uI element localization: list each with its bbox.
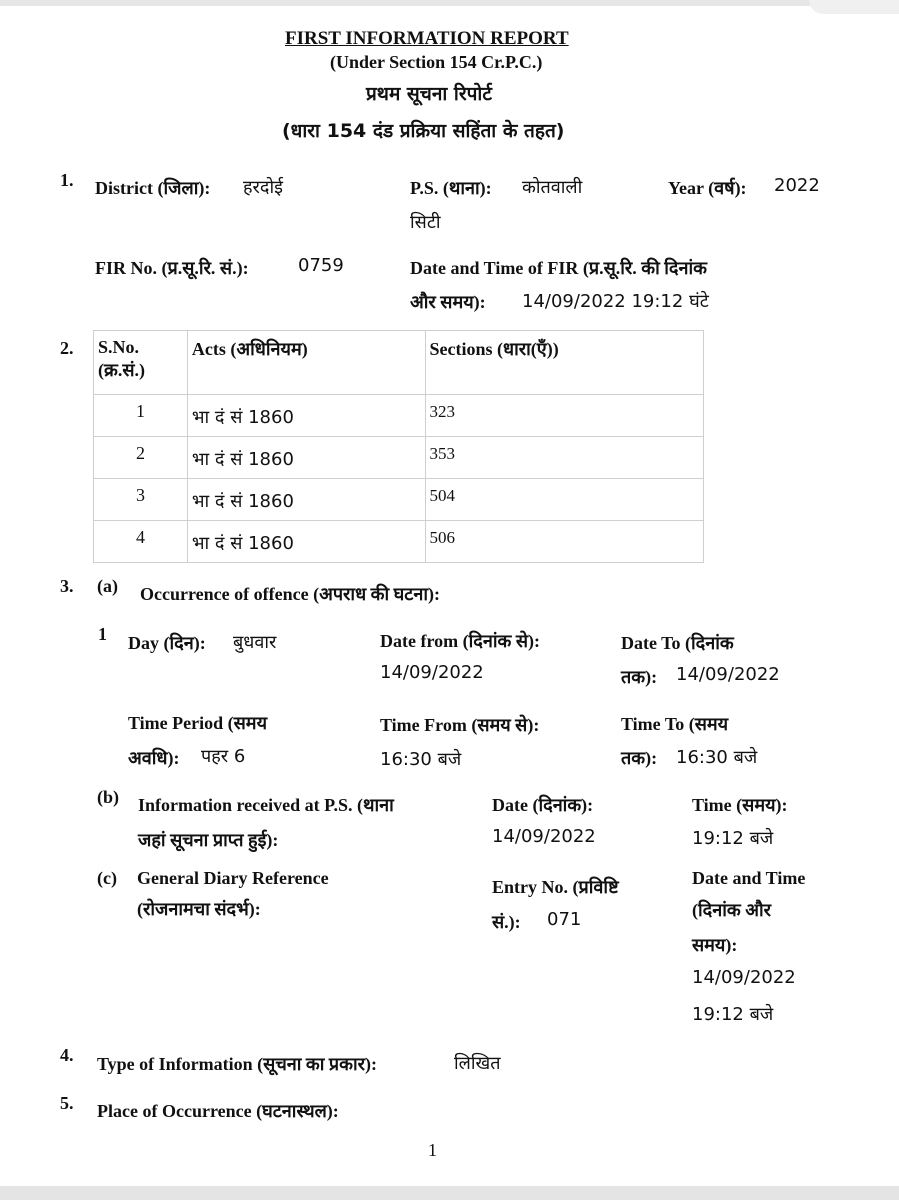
section-4-number: 4. bbox=[60, 1045, 74, 1065]
day-label: Day (दिन): bbox=[128, 633, 206, 653]
table-row bbox=[94, 479, 704, 521]
section-5-number: 5. bbox=[60, 1093, 74, 1113]
date-to-value: 14/09/2022 bbox=[676, 664, 780, 685]
entry-no-label-line2: सं.): bbox=[492, 912, 521, 932]
cell-act bbox=[187, 479, 425, 521]
section-1-number: 1. bbox=[60, 170, 74, 190]
cell-section-text: 323 bbox=[429, 402, 455, 421]
page-curl bbox=[809, 0, 899, 14]
acts-sections-table bbox=[93, 330, 704, 563]
fir-datetime-label-line2: और समय): bbox=[410, 292, 486, 312]
date-to-label-line2: तक): bbox=[621, 667, 658, 687]
header-sections bbox=[425, 331, 704, 395]
gd-datetime-label-line2: (दिनांक और bbox=[692, 900, 771, 920]
ps-label: P.S. (थाना): bbox=[410, 178, 492, 198]
info-date-value: 14/09/2022 bbox=[492, 826, 596, 847]
occurrence-item-number: 1 bbox=[98, 624, 107, 644]
cell-act-text: भा दं सं 1860 bbox=[191, 407, 294, 428]
report-subtitle-hindi: (धारा 154 दंड प्रक्रिया सहिंता के तहत) bbox=[282, 120, 565, 142]
header-sno-hi: (क्र.सं.) bbox=[98, 360, 145, 380]
district-value: हरदोई bbox=[243, 177, 283, 198]
cell-sno: 1 bbox=[94, 395, 188, 437]
report-title-hindi: प्रथम सूचना रिपोर्ट bbox=[366, 83, 492, 105]
cell-section bbox=[425, 521, 704, 563]
fir-label: FIR No. (प्र.सू.रि. सं.): bbox=[95, 258, 249, 278]
district-label: District (जिला): bbox=[95, 178, 211, 198]
occurrence-label: Occurrence of offence (अपराध की घटना): bbox=[140, 584, 440, 604]
time-from-value: 16:30 बजे bbox=[380, 749, 462, 770]
header-sno-en: S.No. bbox=[98, 337, 140, 357]
gd-datetime-time: 19:12 बजे bbox=[692, 1004, 774, 1025]
fir-datetime-label-line1: Date and Time of FIR (प्र.सू.रि. की दिनांक bbox=[410, 258, 707, 278]
ps-value-line1: कोतवाली bbox=[522, 177, 583, 198]
section-3-number: 3. bbox=[60, 576, 74, 596]
report-subtitle: (Under Section 154 Cr.P.C.) bbox=[330, 52, 543, 72]
header-sno bbox=[94, 331, 188, 395]
gd-reference-label-line1: General Diary Reference bbox=[137, 868, 329, 888]
table-row bbox=[94, 395, 704, 437]
table-row bbox=[94, 521, 704, 563]
cell-sno: 2 bbox=[94, 437, 188, 479]
info-type-label: Type of Information (सूचना का प्रकार): bbox=[97, 1054, 377, 1074]
entry-no-value: 071 bbox=[547, 909, 582, 930]
info-type-value: लिखित bbox=[454, 1053, 501, 1074]
header-acts-text: Acts (अधिनियम) bbox=[191, 339, 308, 359]
date-from-value: 14/09/2022 bbox=[380, 662, 484, 683]
cell-act bbox=[187, 395, 425, 437]
year-label: Year (वर्ष): bbox=[668, 178, 747, 198]
year-value: 2022 bbox=[774, 175, 820, 196]
time-period-label-line2: अवधि): bbox=[128, 748, 180, 768]
time-period-label-line1: Time Period (समय bbox=[128, 713, 268, 733]
cell-section bbox=[425, 437, 704, 479]
time-to-label-line2: तक): bbox=[621, 748, 658, 768]
cell-act-text: भा दं सं 1860 bbox=[191, 449, 294, 470]
subsection-c-label: (c) bbox=[97, 868, 117, 888]
table-row bbox=[94, 437, 704, 479]
date-from-label: Date from (दिनांक से): bbox=[380, 631, 540, 651]
cell-section bbox=[425, 479, 704, 521]
cell-section-text: 506 bbox=[429, 528, 455, 547]
place-label: Place of Occurrence (घटनास्थल): bbox=[97, 1101, 339, 1121]
info-received-label-line2: जहां सूचना प्राप्त हुई): bbox=[138, 830, 279, 850]
cell-sno: 4 bbox=[94, 521, 188, 563]
info-received-label-line1: Information received at P.S. (थाना bbox=[138, 795, 394, 815]
entry-no-label-line1: Entry No. (प्रविष्टि bbox=[492, 877, 619, 897]
subsection-b-label: (b) bbox=[97, 787, 119, 807]
top-edge bbox=[0, 0, 899, 6]
fir-value: 0759 bbox=[298, 255, 344, 276]
cell-section bbox=[425, 395, 704, 437]
section-2-number: 2. bbox=[60, 338, 74, 358]
info-date-label: Date (दिनांक): bbox=[492, 795, 594, 815]
time-to-value: 16:30 बजे bbox=[676, 747, 758, 768]
ps-value-line2: सिटी bbox=[410, 212, 441, 233]
table-header-row bbox=[94, 331, 704, 395]
info-time-value: 19:12 बजे bbox=[692, 828, 774, 849]
header-sections-text: Sections (धारा(एँ)) bbox=[429, 339, 559, 359]
bottom-edge bbox=[0, 1186, 899, 1200]
report-title: FIRST INFORMATION REPORT bbox=[285, 28, 569, 49]
gd-reference-label-line2: (रोजनामचा संदर्भ): bbox=[137, 899, 261, 919]
cell-act bbox=[187, 437, 425, 479]
date-to-label-line1: Date To (दिनांक bbox=[621, 633, 734, 653]
time-period-value: पहर 6 bbox=[201, 746, 246, 767]
time-to-label-line1: Time To (समय bbox=[621, 714, 729, 734]
cell-section-text: 504 bbox=[429, 486, 455, 505]
gd-datetime-label-line1: Date and Time bbox=[692, 868, 806, 888]
gd-datetime-label-line3: समय): bbox=[692, 935, 738, 955]
fir-datetime-value: 14/09/2022 19:12 घंटे bbox=[522, 291, 709, 312]
page-number: 1 bbox=[428, 1140, 437, 1160]
subsection-a-label: (a) bbox=[97, 576, 118, 596]
gd-datetime-date: 14/09/2022 bbox=[692, 967, 796, 988]
info-time-label: Time (समय): bbox=[692, 795, 788, 815]
header-acts bbox=[187, 331, 425, 395]
cell-act-text: भा दं सं 1860 bbox=[191, 491, 294, 512]
time-from-label: Time From (समय से): bbox=[380, 715, 540, 735]
day-value: बुधवार bbox=[233, 632, 277, 653]
cell-sno: 3 bbox=[94, 479, 188, 521]
cell-section-text: 353 bbox=[429, 444, 455, 463]
cell-act-text: भा दं सं 1860 bbox=[191, 533, 294, 554]
cell-act bbox=[187, 521, 425, 563]
